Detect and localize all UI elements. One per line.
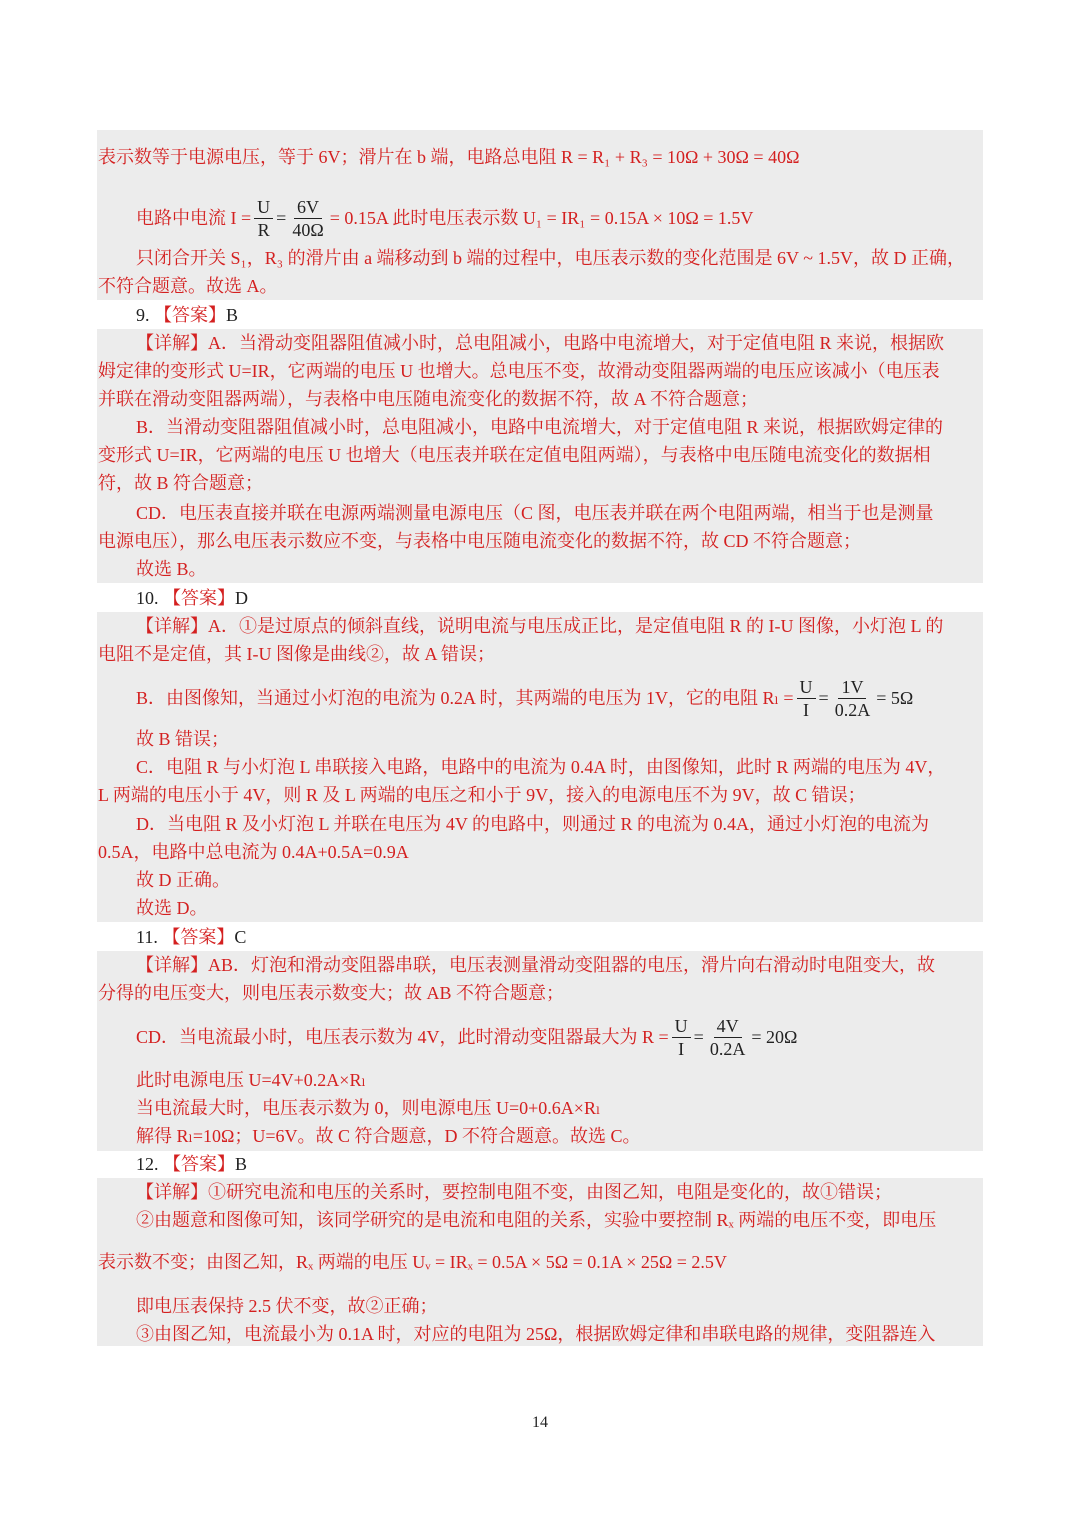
question-number: 11. [136,927,158,947]
question-number: 10. [136,588,159,608]
text-line: 故 D 正确。 [136,870,230,890]
text-line: C．电阻 R 与小灯泡 L 串联接入电路，电路中的电流为 0.4A 时，由图像知，此时 R 两端的电压为 4V， [136,757,946,777]
denominator: I [678,1038,685,1059]
text-line: 此时电源电压 U=4V+0.2A×Rₗ [136,1070,366,1090]
denominator: 0.2A [709,1038,746,1059]
equals-sign: = [818,688,829,708]
fraction [289,196,326,241]
fraction [832,676,874,721]
answer-line-10 [136,584,248,612]
text-line: 【详解】A．①是过原点的倾斜直线，说明电流与电压成正比，是定值电阻 R 的 I-U 图像，小灯泡 L 的 [136,616,944,636]
fraction [707,1015,749,1060]
answer-value: C [234,927,247,947]
text-line: 电阻不是定值，其 I-U 图像是曲线②，故 A 错误； [98,644,495,664]
fraction [797,676,816,721]
text-line: 符，故 B 符合题意； [98,473,264,493]
text-line: D．当电阻 R 及小灯泡 L 并联在电压为 4V 的电路中，则通过 R 的电流为 0.4A，通过小灯泡的电流为 [136,814,930,834]
text-line: 姆定律的变形式 U=IR，它两端的电压 U 也增大。总电压不变，故滑动变阻器两端的电压应该减小（电压表 [98,361,940,381]
text-line: 表示数不变；由图乙知，Rₓ 两端的电压 Uᵥ = IRₓ = 0.5A × 5Ω = 0.1A × 25Ω = 2.5V [98,1252,727,1272]
answer-label: 【答案】 [154,305,226,325]
text-line: B．当滑动变阻器阻值减小时，总电阻减小，电路中电流增大，对于定值电阻 R 来说，根据欧姆定律的 [136,417,944,437]
fraction [672,1015,691,1060]
text-line: 故选 D。 [136,898,208,918]
denominator: I [803,699,810,720]
text-line: L 两端的电压小于 4V，则 R 及 L 两端的电压之和小于 9V，接入的电源电压不为 9V，故 C 错误； [98,785,866,805]
text-line: ③由图乙知，电流最小为 0.1A 时，对应的电阻为 25Ω，根据欧姆定律和串联电路的规律，变阻器连入 [136,1324,936,1344]
text-line: 表示数等于电源电压，等于 6V；滑片在 b 端，电路总电阻 R = R₁ + R₃ = 10Ω + 30Ω = 40Ω [98,147,800,167]
text-line: 电源电压），那么电压表示数应不变，与表格中电压随电流变化的数据不符，故 CD 不符合题意； [98,531,862,551]
equation-line [136,1015,982,1059]
answer-value: B [226,305,239,325]
answer-value: B [235,1154,248,1174]
text-line: 【详解】①研究电流和电压的关系时，要控制电阻不变，由图乙知，电阻是变化的，故①错误； [136,1182,892,1202]
text-line: 分得的电压变大，则电压表示数变大；故 AB 不符合题意； [98,983,565,1003]
answer-line-11 [136,923,246,951]
denominator: R [257,219,270,240]
text-line: 不符合题意。故选 A。 [98,276,278,296]
equation-text: = 0.15A 此时电压表示数 U₁ = IR₁ = 0.15A × 10Ω = 1.5V [329,208,754,228]
text-line: ②由题意和图像可知，该同学研究的是电流和电阻的关系，实验中要控制 Rₓ 两端的电压不变，即电压 [136,1210,937,1230]
denominator: 40Ω [292,219,324,240]
text-line: 即电压表保持 2.5 伏不变，故②正确； [136,1296,438,1316]
answer-line-9 [136,301,238,329]
fraction [254,196,273,241]
numerator: 6V [294,196,322,219]
equation-line [136,676,982,720]
question-number: 9. [136,305,150,325]
numerator: U [797,676,816,699]
page-number: 14 [532,1414,548,1431]
numerator: 4V [714,1015,742,1038]
text-line: 只闭合开关 S₁，R₃ 的滑片由 a 端移动到 b 端的过程中，电压表示数的变化范围是 6V ~ 1.5V，故 D 正确， [136,248,965,268]
text-line: 故选 B。 [136,559,207,579]
text-line: 【详解】A．当滑动变阻器阻值减小时，总电阻减小，电路中电流增大，对于定值电阻 R 来说，根据欧 [136,333,945,353]
answer-label: 【答案】 [163,588,235,608]
text-line: 【详解】AB．灯泡和滑动变阻器串联，电压表测量滑动变阻器的电压，滑片向右滑动时电阻变大，故 [136,955,936,975]
numerator: U [254,196,273,219]
denominator: 0.2A [834,699,871,720]
text-line: 并联在滑动变阻器两端），与表格中电压随电流变化的数据不符，故 A 不符合题意； [98,389,759,409]
answer-label: 【答案】 [162,927,235,947]
text-line: CD．电压表直接并联在电源两端测量电源电压（C 图，电压表并联在两个电阻两端，相当于也是测量 [136,503,934,523]
equation-line [136,196,982,240]
equation-text: 电路中电流 I = [136,208,252,228]
answer-value: D [235,588,248,608]
equation-text: CD．当电流最小时，电压表示数为 4V，此时滑动变阻器最大为 R = [136,1027,669,1047]
text-line: 解得 Rₗ=10Ω；U=6V。故 C 符合题意，D 不符合题意。故选 C。 [136,1126,641,1146]
text-line: 0.5A，电路中总电流为 0.4A+0.5A=0.9A [98,842,409,862]
equals-sign: = [276,208,287,228]
answer-label: 【答案】 [163,1154,235,1174]
text-line: 当电流最大时，电压表示数为 0，则电源电压 U=0+0.6A×Rₗ [136,1098,601,1118]
question-number: 12. [136,1154,159,1174]
equals-sign: = [693,1027,704,1047]
answer-line-12 [136,1150,247,1178]
numerator: U [672,1015,691,1038]
text-line: 故 B 错误； [136,729,230,749]
text-line: 变形式 U=IR，它两端的电压 U 也增大（电压表并联在定值电阻两端），与表格中电压随电流变化的数据相 [98,445,931,465]
numerator: 1V [838,676,866,699]
equation-result: = 20Ω [751,1027,798,1047]
equation-result: = 5Ω [876,688,914,708]
equation-text: B．由图像知，当通过小灯泡的电流为 0.2A 时，其两端的电压为 1V，它的电阻 Rₗ = [136,688,794,708]
